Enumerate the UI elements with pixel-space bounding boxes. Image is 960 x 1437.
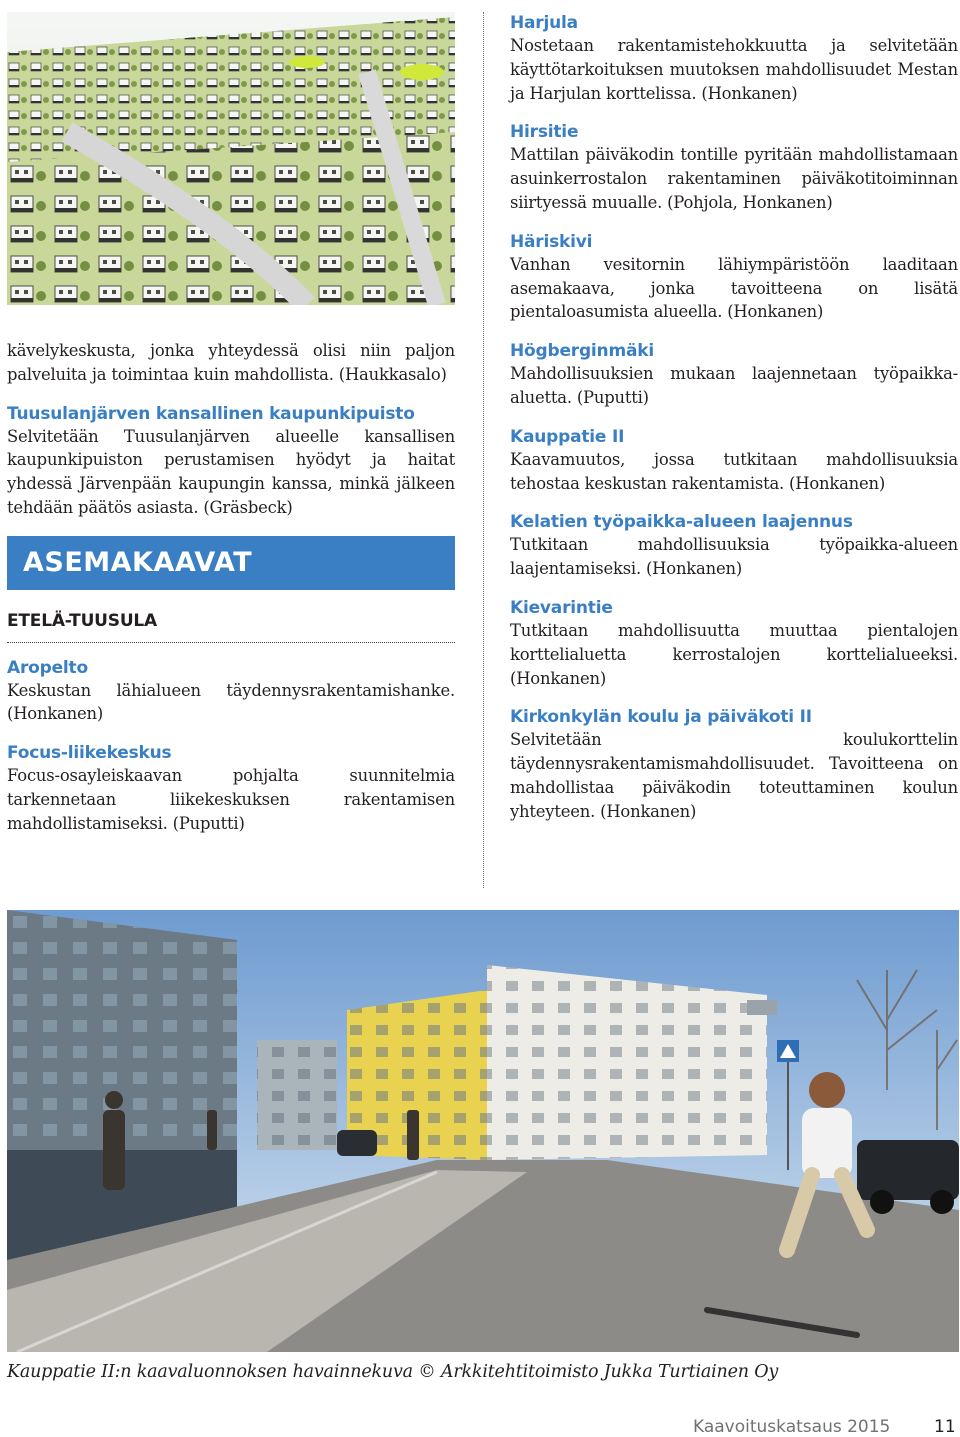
plan-item-body: Tutkitaan mahdollisuuksia työpaikka-alueen laajentamiseksi. (Honkanen) (510, 535, 958, 579)
right-column (510, 12, 958, 840)
plan-item-body: Mattilan päiväkodin tontille pyritään mahdollistamaan asuinkerrostalon rakentaminen päiväkotitoiminnan siirtyessä muualle. (Pohjola, Honkanen) (510, 145, 958, 212)
plan-item-title: Hirsitie (510, 122, 579, 143)
plan-item (510, 706, 958, 823)
street-illustration-image (7, 910, 959, 1352)
park-section (7, 403, 455, 520)
plan-item (510, 597, 958, 690)
plan-item-title: Kelatien työpaikka-alueen laajennus (510, 512, 853, 533)
plan-item-body: Selvitetään koulukorttelin täydennysrakentamismahdollisuudet. Tavoitteena on mahdollistaa päiväkodin toteuttaminen koulun yhteyteen. (Honkanen) (510, 730, 958, 821)
plan-item-title: Högberginmäki (510, 341, 654, 362)
plan-item (7, 657, 455, 727)
section-banner: ASEMAKAAVAT (7, 536, 455, 590)
aerial-rendering-image (7, 12, 455, 305)
plan-item (510, 511, 958, 581)
plan-item (510, 426, 958, 496)
column-divider (483, 12, 484, 888)
image-caption: Kauppatie II:n kaavaluonnoksen havainnekuva © Arkkitehtitoimisto Jukka Turtiainen Oy (7, 1362, 779, 1382)
subsection-heading: ETELÄ-TUUSULA (7, 610, 455, 643)
plan-item (7, 742, 455, 835)
plan-item-body: Mahdollisuuksien mukaan laajennetaan työpaikka-aluetta. (Puputti) (510, 364, 958, 407)
intro-paragraph (7, 339, 455, 387)
plan-item-body: Kaavamuutos, jossa tutkitaan mahdollisuuksia tehostaa keskustan rakentamista. (Honkanen) (510, 449, 958, 493)
plan-item-title: Kirkonkylän koulu ja päiväkoti II (510, 707, 812, 728)
plan-item (510, 231, 958, 324)
plan-item-title: Häriskivi (510, 231, 593, 252)
plan-item-title: Focus-liikekeskus (7, 743, 172, 764)
plan-item-body: Vanhan vesitornin lähiympäristöön laaditaan asemakaava, jonka tavoitteena on lisätä pientaloasumista alueella. (Honkanen) (510, 254, 958, 322)
plan-item-body: Nostetaan rakentamistehokkuutta ja selvitetään käyttötarkoituksen muutoksen mahdollisuudet Mestan ja Harjulan korttelissa. (Honkanen) (510, 36, 958, 103)
plan-item (510, 121, 958, 214)
plan-item-title: Aropelto (7, 657, 88, 678)
plan-item-body: Tutkitaan mahdollisuutta muuttaa pientalojen korttelialuetta kerrostalojen korttelialueeksi. (Honkanen) (510, 620, 958, 688)
park-body: Selvitetään Tuusulanjärven alueelle kansallisen kaupunkipuiston perustamisen hyödyt ja haitat yhdessä Järvenpään kaupungin kanssa, minkä jälkeen tehdään päätös asiasta. (Gräsbeck) (7, 426, 455, 517)
left-column (7, 339, 455, 852)
plan-item-body: Keskustan lähialueen täydennysrakentamishanke. (Honkanen) (7, 680, 455, 724)
plan-item (510, 12, 958, 105)
plan-item-body: Focus-osayleiskaavan pohjalta suunnitelmia tarkennetaan liikekeskuksen rakentamisen mahdollistamiseksi. (Puputti) (7, 766, 455, 833)
plan-item-title: Kievarintie (510, 597, 613, 618)
plan-item (510, 340, 958, 410)
footer-publication-title: Kaavoituskatsaus 2015 (693, 1417, 891, 1437)
plan-item-title: Harjula (510, 13, 578, 33)
intro-text: kävelykeskusta, jonka yhteydessä olisi niin paljon palveluita ja toimintaa kuin mahdollista. (Haukkasalo) (7, 341, 455, 384)
page-number: 11 (934, 1417, 956, 1437)
plan-item-title: Kauppatie II (510, 426, 625, 447)
park-heading: Tuusulanjärven kansallinen kaupunkipuisto (7, 403, 415, 424)
